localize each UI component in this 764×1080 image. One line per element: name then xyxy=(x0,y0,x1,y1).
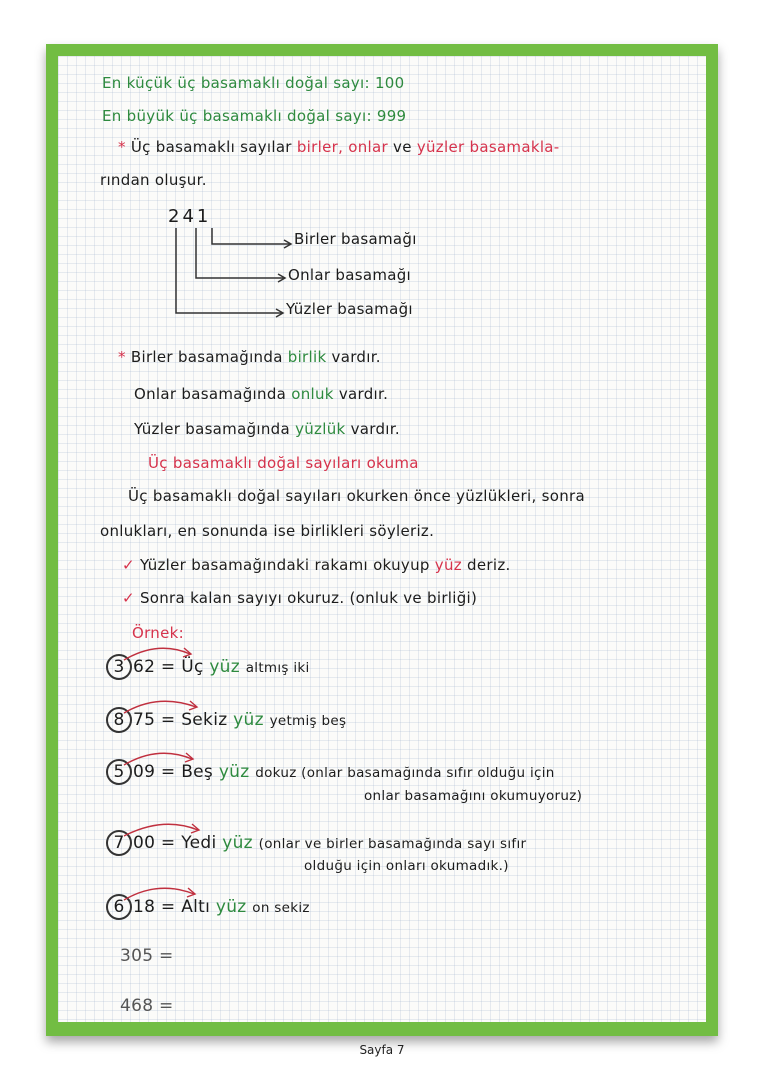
page-number: Sayfa 7 xyxy=(359,1043,405,1057)
paragraph-line-2: onlukları, en sonunda ise birlikleri söyleriz. xyxy=(100,522,435,540)
check-icon: ✓ xyxy=(122,556,135,574)
check-item-2: ✓ Sonra kalan sayıyı okuruz. (onluk ve birliği) xyxy=(122,589,478,607)
example-number: 241 xyxy=(168,206,212,227)
notebook-page xyxy=(58,56,706,1022)
check-icon: ✓ xyxy=(122,589,135,607)
exercise-1: 305 = xyxy=(120,946,174,966)
example-arrows xyxy=(58,56,706,1022)
exercise-2: 468 = xyxy=(120,996,174,1016)
birler-label: Birler basamağı xyxy=(294,230,417,248)
circled-digit: 3 xyxy=(106,654,132,680)
yuzler-label: Yüzler basamağı xyxy=(286,300,413,318)
example-1: 3 62 = Üç yüz altmış iki xyxy=(106,654,310,680)
circled-digit: 8 xyxy=(106,707,132,733)
example-5: 6 18 = Altı yüz on sekiz xyxy=(106,894,310,920)
onlar-info: Onlar basamağında onluk vardır. xyxy=(134,385,389,403)
smallest-number-line: En küçük üç basamaklı doğal sayı: 100 xyxy=(102,74,405,92)
example-4: 7 00 = Yedi yüz (onlar ve birler basamağında sayı sıfır xyxy=(106,830,526,856)
section-heading: Üç basamaklı doğal sayıları okuma xyxy=(148,454,419,472)
paragraph-line-1: Üç basamaklı doğal sayıları okurken önce yüzlükleri, sonra xyxy=(128,487,585,505)
star-bullet: * xyxy=(118,138,126,156)
example-3: 5 09 = Beş yüz dokuz (onlar basamağında sıfır olduğu için xyxy=(106,759,555,785)
yuzler-info: Yüzler basamağında yüzlük vardır. xyxy=(134,420,400,438)
largest-number-line: En büyük üç basamaklı doğal sayı: 999 xyxy=(102,107,407,125)
check-item-1: ✓ Yüzler basamağındaki rakamı okuyup yüz deriz. xyxy=(122,556,511,574)
onlar-label: Onlar basamağı xyxy=(288,266,412,284)
birler-info: * Birler basamağında birlik vardır. xyxy=(118,348,381,366)
definition-line-2: rından oluşur. xyxy=(100,171,207,189)
circled-digit: 7 xyxy=(106,830,132,856)
example-3-note: onlar basamağını okumuyoruz) xyxy=(364,788,583,804)
definition-line: * Üç basamaklı sayılar birler, onlar ve yüzler basamakla- xyxy=(118,138,560,156)
example-2: 8 75 = Sekiz yüz yetmiş beş xyxy=(106,707,346,733)
example-4-note: olduğu için onları okumadık.) xyxy=(304,858,509,874)
example-heading: Örnek: xyxy=(132,624,184,642)
circled-digit: 5 xyxy=(106,759,132,785)
circled-digit: 6 xyxy=(106,894,132,920)
